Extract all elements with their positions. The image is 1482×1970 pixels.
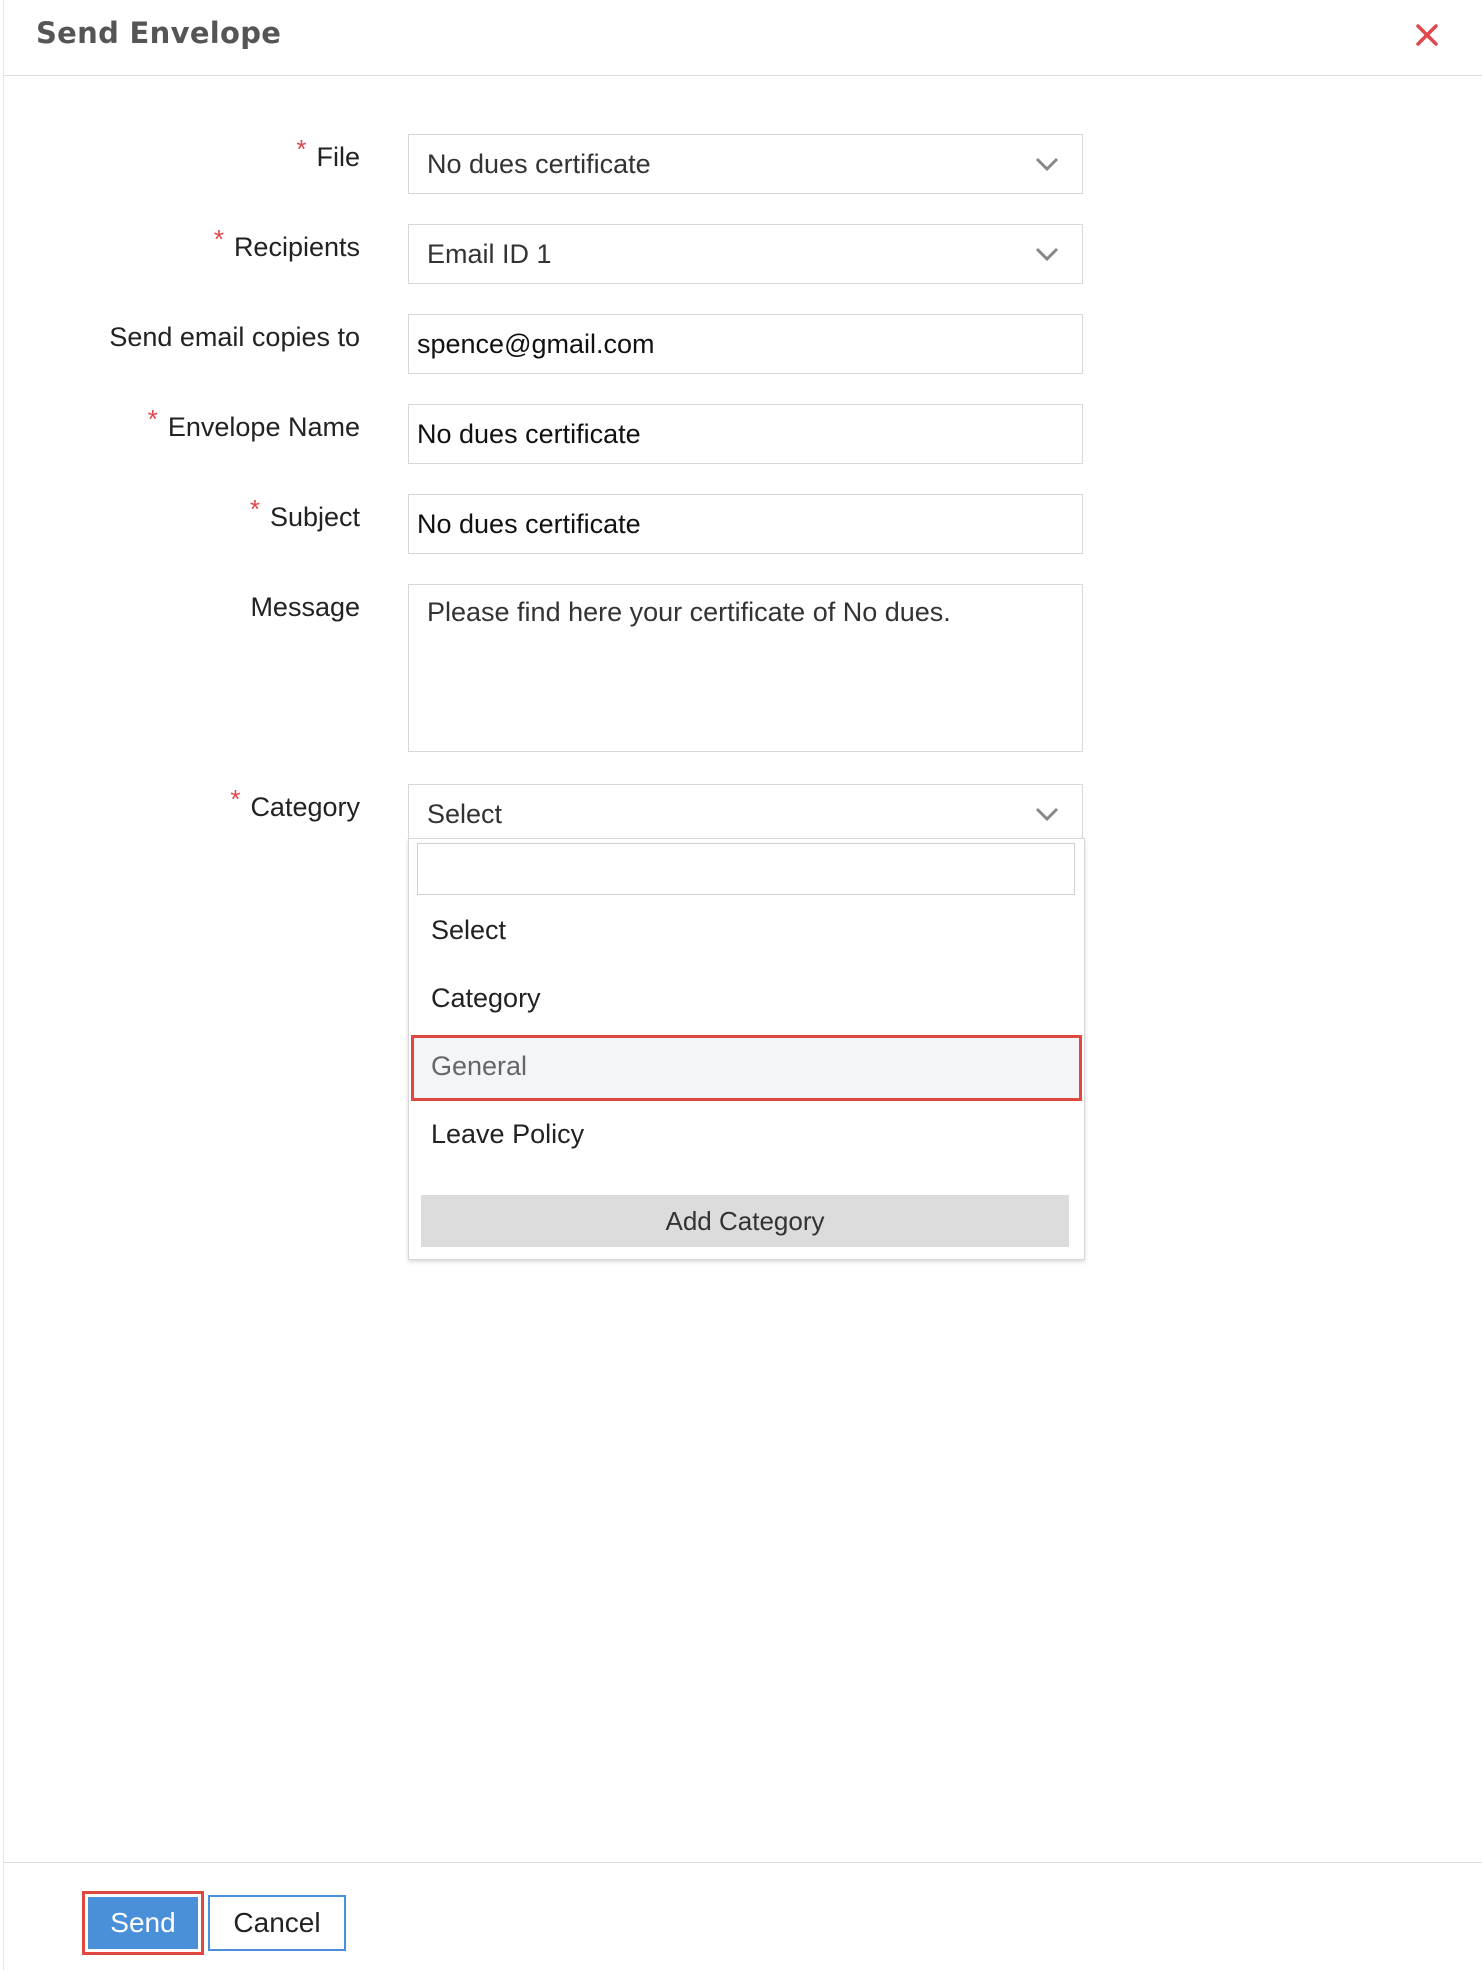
category-search-input[interactable] bbox=[417, 843, 1075, 895]
add-category-button[interactable]: Add Category bbox=[421, 1195, 1069, 1247]
dialog-footer bbox=[4, 1862, 1482, 1970]
category-select-value: Select bbox=[427, 799, 503, 829]
category-option-select[interactable]: Select bbox=[431, 915, 507, 945]
message-textarea[interactable] bbox=[408, 584, 1083, 752]
subject-label: * Subject bbox=[249, 494, 360, 532]
file-select[interactable] bbox=[408, 134, 1083, 194]
required-marker: * bbox=[147, 404, 158, 434]
required-marker: * bbox=[249, 494, 260, 524]
chevron-down-icon bbox=[1034, 155, 1060, 173]
required-marker: * bbox=[230, 784, 241, 814]
cc-label: Send email copies to bbox=[109, 322, 360, 352]
chevron-down-icon bbox=[1034, 805, 1060, 823]
dialog-title: Send Envelope bbox=[36, 16, 282, 50]
close-icon[interactable] bbox=[1410, 18, 1444, 52]
category-dropdown-menu bbox=[408, 838, 1085, 1260]
envelope-name-value: No dues certificate bbox=[417, 419, 641, 449]
send-envelope-dialog bbox=[3, 0, 1482, 1970]
recipients-select-value: Email ID 1 bbox=[427, 239, 552, 269]
category-select[interactable] bbox=[408, 784, 1083, 844]
message-value: Please find here your certificate of No dues. bbox=[427, 597, 951, 627]
send-button-highlight bbox=[82, 1891, 204, 1955]
subject-input[interactable] bbox=[408, 494, 1083, 554]
file-select-value: No dues certificate bbox=[427, 149, 651, 179]
required-marker: * bbox=[296, 134, 307, 164]
envelope-name-label: * Envelope Name bbox=[147, 404, 360, 442]
cancel-button[interactable]: Cancel bbox=[208, 1895, 346, 1951]
send-button[interactable]: Send bbox=[88, 1897, 198, 1949]
subject-value: No dues certificate bbox=[417, 509, 641, 539]
cc-email-value: spence@gmail.com bbox=[417, 329, 655, 359]
envelope-name-input[interactable] bbox=[408, 404, 1083, 464]
dialog-header bbox=[4, 0, 1482, 76]
file-label: * File bbox=[296, 134, 360, 172]
recipients-select[interactable] bbox=[408, 224, 1083, 284]
category-option-leave-policy[interactable]: Leave Policy bbox=[431, 1119, 585, 1149]
category-option-general[interactable]: General bbox=[411, 1035, 1082, 1101]
required-marker: * bbox=[213, 224, 224, 254]
category-option-category[interactable]: Category bbox=[431, 983, 541, 1013]
cc-email-input[interactable] bbox=[408, 314, 1083, 374]
category-label: * Category bbox=[230, 784, 360, 822]
message-label: Message bbox=[250, 592, 360, 622]
chevron-down-icon bbox=[1034, 245, 1060, 263]
recipients-label: * Recipients bbox=[213, 224, 360, 262]
